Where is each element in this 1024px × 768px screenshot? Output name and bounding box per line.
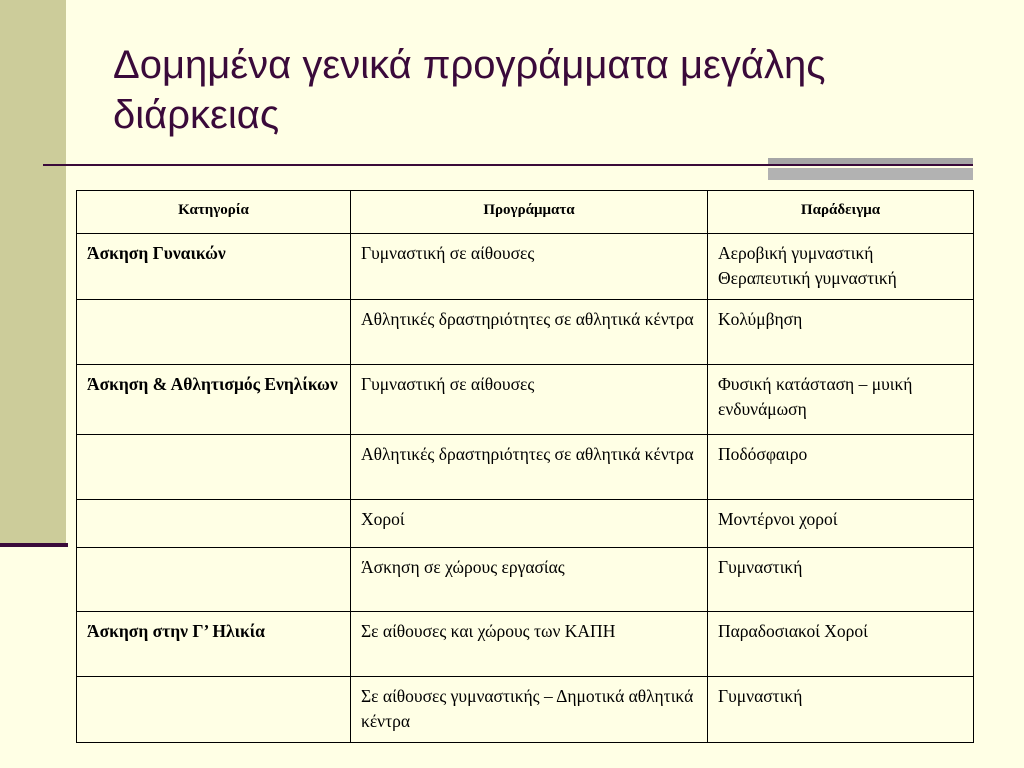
table-header-row xyxy=(77,191,974,234)
program-cell: Χοροί xyxy=(351,500,708,548)
decor-bar-top xyxy=(768,158,973,164)
table-row xyxy=(77,435,974,500)
example-line: Φυσική κατάσταση – μυική ενδυνάμωση xyxy=(718,374,913,419)
program-cell: Σε αίθουσες γυμναστικής – Δημοτικά αθλητικά κέντρα xyxy=(351,677,708,743)
example-cell xyxy=(708,234,974,300)
example-cell xyxy=(708,300,974,365)
example-line: Κολύμβηση xyxy=(718,309,803,329)
header-programs: Προγράμματα xyxy=(351,191,708,234)
category-cell xyxy=(77,677,351,743)
table-row xyxy=(77,365,974,435)
table-row xyxy=(77,612,974,677)
example-line: Θεραπευτική γυμναστική xyxy=(718,268,897,288)
example-cell xyxy=(708,365,974,435)
example-line: Ποδόσφαιρο xyxy=(718,444,808,464)
category-cell xyxy=(77,500,351,548)
category-cell xyxy=(77,435,351,500)
header-category: Κατηγορία xyxy=(77,191,351,234)
category-cell xyxy=(77,548,351,612)
table-row xyxy=(77,548,974,612)
example-line: Παραδοσιακοί Χοροί xyxy=(718,621,868,641)
table-row xyxy=(77,677,974,743)
example-cell xyxy=(708,435,974,500)
slide-title: Δομημένα γενικά προγράμματα μεγάλης διάρκειας xyxy=(113,43,826,137)
left-accent-line xyxy=(0,543,68,547)
example-cell xyxy=(708,677,974,743)
program-cell: Γυμναστική σε αίθουσες xyxy=(351,365,708,435)
category-cell: Άσκηση στην Γ’ Ηλικία xyxy=(77,612,351,677)
decor-bar-bottom xyxy=(768,168,973,180)
example-line: Αεροβική γυμναστική xyxy=(718,243,874,263)
header-example: Παράδειγμα xyxy=(708,191,974,234)
title-divider xyxy=(43,164,973,166)
program-cell: Γυμναστική σε αίθουσες xyxy=(351,234,708,300)
category-cell xyxy=(77,300,351,365)
table-row xyxy=(77,234,974,300)
left-accent-band xyxy=(0,0,66,545)
category-cell: Άσκηση & Αθλητισμός Ενηλίκων xyxy=(77,365,351,435)
table-row xyxy=(77,300,974,365)
program-cell: Σε αίθουσες και χώρους των ΚΑΠΗ xyxy=(351,612,708,677)
example-line: Γυμναστική xyxy=(718,557,803,577)
table-row xyxy=(77,500,974,548)
programs-table xyxy=(76,190,974,743)
example-line: Μοντέρνοι χοροί xyxy=(718,509,838,529)
category-cell: Άσκηση Γυναικών xyxy=(77,234,351,300)
example-cell xyxy=(708,612,974,677)
example-line: Γυμναστική xyxy=(718,686,803,706)
program-cell: Άσκηση σε χώρους εργασίας xyxy=(351,548,708,612)
program-cell: Αθλητικές δραστηριότητες σε αθλητικά κέντρα xyxy=(351,300,708,365)
program-cell: Αθλητικές δραστηριότητες σε αθλητικά κέντρα xyxy=(351,435,708,500)
example-cell xyxy=(708,500,974,548)
example-cell xyxy=(708,548,974,612)
